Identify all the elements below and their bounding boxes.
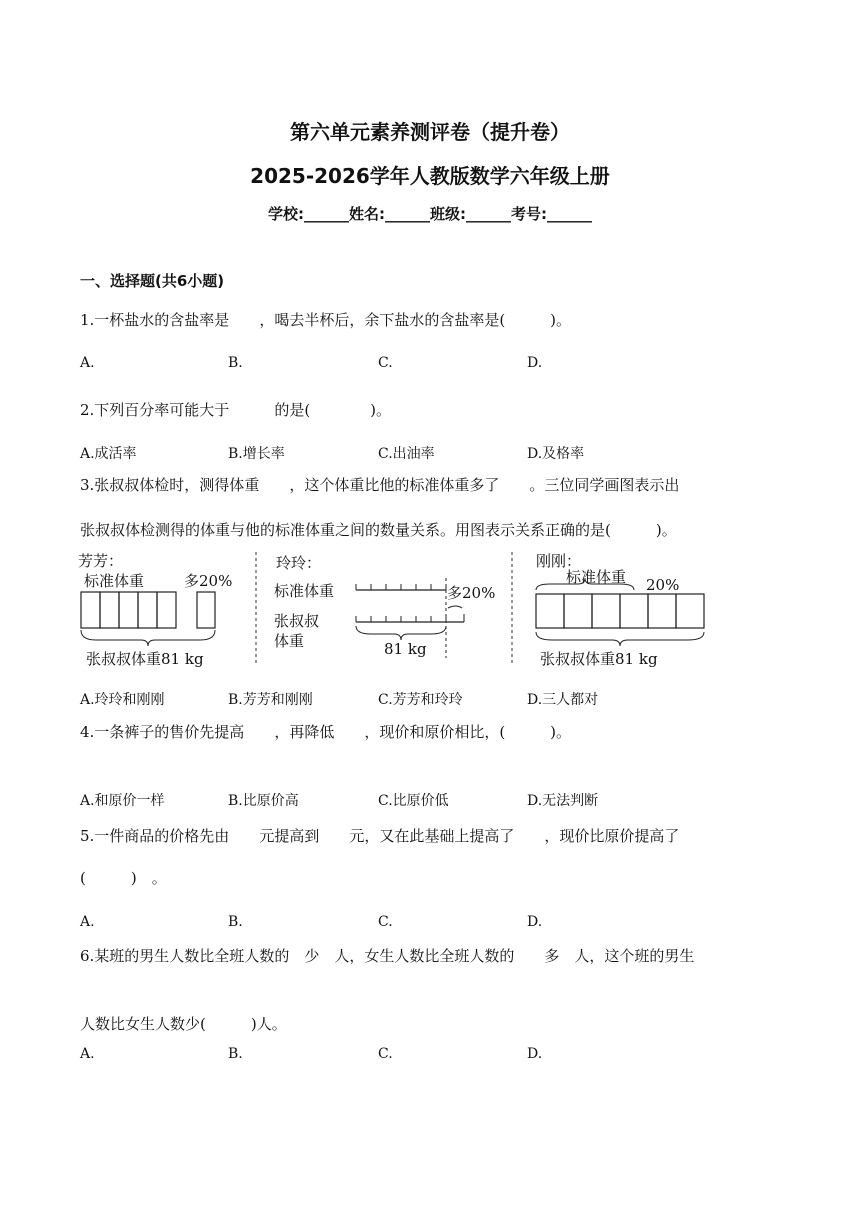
question-2-option-d: D.及格率 xyxy=(527,446,585,462)
lingling-more-label: 多20% xyxy=(447,584,496,602)
question-3-option-b: B.芳芳和刚刚 xyxy=(228,692,313,708)
question-1-option-c: C. xyxy=(378,355,393,371)
fangfang-weight-label: 张叔叔体重81 kg xyxy=(86,650,204,668)
fangfang-standard-label: 标准体重 xyxy=(84,572,145,590)
lingling-weight-label: 81 kg xyxy=(384,640,427,658)
student-info-line: 学校:______姓名:______班级:______考号:______ xyxy=(268,205,592,223)
page-subtitle: 2025-2026学年人教版数学六年级上册 xyxy=(250,164,610,188)
section-heading: 一、选择题(共6小题) xyxy=(80,272,225,290)
question-6-stem-line-1: 6.某班的男生人数比全班人数的 少 人，女生人数比全班人数的 多 人，这个班的男生 xyxy=(80,947,695,965)
question-6-option-c: C. xyxy=(378,1046,393,1062)
fangfang-more-label: 多20% xyxy=(184,572,233,590)
question-3-figure xyxy=(76,548,776,670)
question-5-option-a: A. xyxy=(80,914,95,930)
question-3-option-c: C.芳芳和玲玲 xyxy=(378,692,463,708)
question-3-option-a: A.玲玲和刚刚 xyxy=(80,692,165,708)
ganggang-weight-label: 张叔叔体重81 kg xyxy=(540,650,658,668)
lingling-uncle-label-line-2: 体重 xyxy=(274,632,305,650)
ganggang-more-label: 20% xyxy=(646,576,680,594)
ganggang-standard-label: 标准体重 xyxy=(566,568,627,586)
question-4-option-a: A.和原价一样 xyxy=(80,793,165,809)
question-6-stem-line-2: 人数比女生人数少( )人。 xyxy=(80,1015,287,1033)
question-4-option-b: B.比原价高 xyxy=(228,793,299,809)
question-2-option-c: C.出油率 xyxy=(378,446,435,462)
question-5-stem-line-2: ( ) 。 xyxy=(80,869,167,887)
lingling-standard-label: 标准体重 xyxy=(274,582,335,600)
question-3-stem-line-1: 3.张叔叔体检时，测得体重 ，这个体重比他的标准体重多了 。三位同学画图表示出 xyxy=(80,476,680,494)
question-1-stem: 1.一杯盐水的含盐率是 ，喝去半杯后，余下盐水的含盐率是( )。 xyxy=(80,311,572,329)
question-1-option-a: A. xyxy=(80,355,95,371)
lingling-uncle-label-line-1: 张叔叔 xyxy=(274,612,320,630)
question-4-option-c: C.比原价低 xyxy=(378,793,449,809)
question-2-option-a: A.成活率 xyxy=(80,446,137,462)
question-5-option-c: C. xyxy=(378,914,393,930)
ganggang-name: 刚刚： xyxy=(536,552,582,570)
question-1-option-d: D. xyxy=(527,355,543,371)
question-1-option-b: B. xyxy=(228,355,243,371)
page-title: 第六单元素养测评卷（提升卷） xyxy=(290,120,570,144)
question-6-option-b: B. xyxy=(228,1046,243,1062)
question-5-stem-line-1: 5.一件商品的价格先由 元提高到 元，又在此基础上提高了 ，现价比原价提高了 xyxy=(80,827,680,845)
question-5-option-b: B. xyxy=(228,914,243,930)
fangfang-name: 芳芳： xyxy=(78,552,124,570)
question-4-stem: 4.一条裤子的售价先提高 ，再降低 ，现价和原价相比，( )。 xyxy=(80,723,572,741)
question-6-option-a: A. xyxy=(80,1046,95,1062)
question-5-option-d: D. xyxy=(527,914,543,930)
question-2-stem: 2.下列百分率可能大于 的是( )。 xyxy=(80,401,392,419)
question-2-option-b: B.增长率 xyxy=(228,446,285,462)
question-6-option-d: D. xyxy=(527,1046,543,1062)
question-3-option-d: D.三人都对 xyxy=(527,692,599,708)
question-4-option-d: D.无法判断 xyxy=(527,793,599,809)
question-3-stem-line-2: 张叔叔体检测得的体重与他的标准体重之间的数量关系。用图表示关系正确的是( )。 xyxy=(80,521,677,539)
lingling-name: 玲玲： xyxy=(276,554,322,572)
